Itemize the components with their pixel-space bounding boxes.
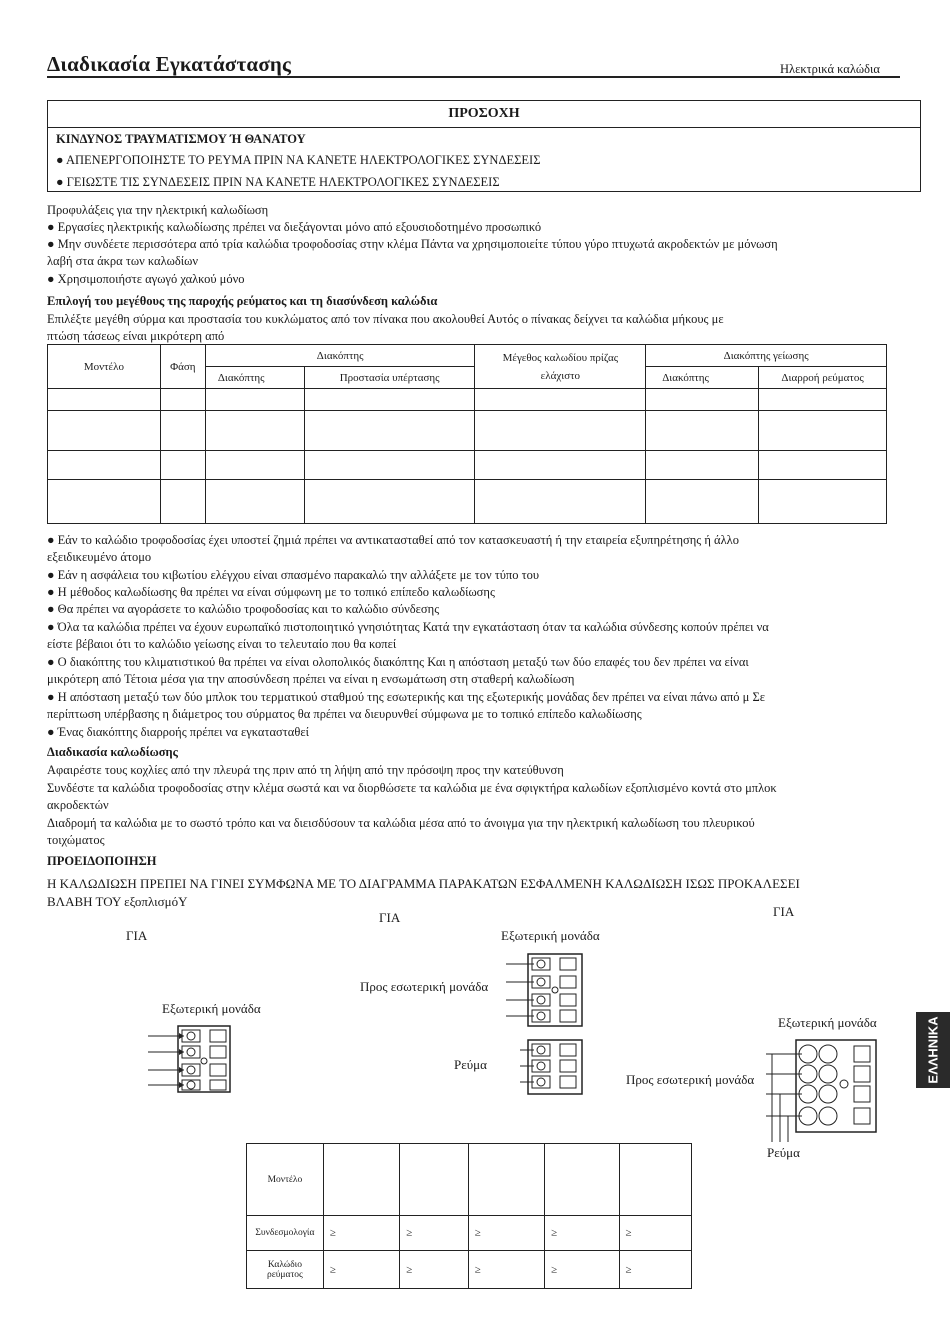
terminal-block-right (762, 1036, 882, 1146)
selection-title: Επιλογή του μεγέθους της παροχής ρεύματος και τη διασύνδεση καλώδια (47, 294, 438, 308)
col-overcurrent: Προστασία υπέρτασης (304, 367, 475, 389)
outdoor-label-left: Εξωτερική μονάδα (162, 1001, 261, 1016)
col-phase: Φάση (160, 345, 205, 389)
connection-cell: ≥ (545, 1216, 619, 1251)
spec-table (47, 344, 887, 524)
warning-box (47, 100, 921, 192)
outdoor-label-right: Εξωτερική μονάδα (778, 1015, 877, 1030)
selection-line: Επιλέξτε μεγέθη σύρμα και προστασία του κυκλώματος από τον πίνακα που ακολουθεί Αυτός ο πίνακας δείχνει τα καλώδια μήκους με (47, 312, 724, 326)
col-switch: Διακόπτης (205, 367, 304, 389)
language-tab-label: ΕΛΛΗΝΙΚΑ (925, 1016, 941, 1084)
col-earth-switch: Διακόπτης (646, 367, 759, 389)
procedure-step: Συνδέστε τα καλώδια τροφοδοσίας στην κλέμα σωστά και να διορθώσετε τα καλώδια με ένα σφιγκτήρα καλωδίων εξοπλισμένο κοντά στο μπλοκ (47, 781, 777, 795)
warning-subheading: ΚΙΝΔΥΝΟΣ ΤΡΑΥΜΑΤΙΣΜΟΥ Ή ΘΑΝΑΤΟΥ (56, 132, 306, 146)
outdoor-label-center: Εξωτερική μονάδα (501, 928, 600, 943)
section-label: Ηλεκτρικά καλώδια (780, 62, 880, 76)
wiring-model-header: Μοντέλο (247, 1144, 324, 1216)
precaution-item: ● Χρησιμοποιήστε αγωγό χαλκού μόνο (47, 272, 245, 286)
col-earth-group: Διακόπτης γείωσης (646, 345, 887, 367)
procedure-step: Διαδρομή τα καλώδια με το σωστό τρόπο και να διεισδύσουν τα καλώδια μέσα από το άνοιγμα για την ηλεκτρική καλωδίωση του πλευρικού (47, 816, 755, 830)
gia-label-right: ΓΙΑ (773, 904, 795, 919)
terminal-block-center-bottom (500, 1036, 590, 1096)
to-indoor-label-center: Προς εσωτερική μονάδα (360, 979, 489, 994)
header-rule (47, 76, 900, 78)
connection-cell: ≥ (468, 1216, 544, 1251)
table-row (48, 451, 887, 480)
note-item: ● Ένας διακόπτης διαρροής πρέπει να εγκατασταθεί (47, 725, 309, 739)
note-item: ● Ο διακόπτης του κλιματιστικού θα πρέπει να είναι ολοπολικός διακόπτης Και η απόσταση μεταξύ των δύο επαφές του δεν πρέπει να είναι (47, 655, 749, 669)
cable-size-label: Μέγεθος καλωδίου πρίζας (502, 351, 619, 364)
col-cable-size (475, 345, 646, 389)
note-item: ● Εάν η ασφάλεια του κιβωτίου ελέγχου είναι σπασμένο παρακαλώ την αλλάξετε με τον τύπο του (47, 568, 540, 582)
connection-cell: ≥ (323, 1216, 399, 1251)
power-label-center: Ρεύμα (454, 1057, 487, 1072)
terminal-block-center-top (500, 950, 590, 1030)
note-item: εξειδικευμένο άτομο (47, 550, 152, 564)
gia-label-left: ΓΙΑ (126, 928, 148, 943)
power-cable-line-1: Καλώδιο (267, 1259, 302, 1270)
terminal-block-left (140, 1018, 240, 1098)
power-label-right: Ρεύμα (767, 1145, 800, 1160)
caution-title: ΠΡΟΕΙΔΟΠΟΙΗΣΗ (47, 854, 157, 868)
note-item: είστε βέβαιοι ότι το καλώδιο γείωσης είναι το τελευταίο που θα κοπεί (47, 637, 397, 651)
precaution-item: λαβή στα άκρα των καλωδίων (47, 254, 199, 268)
procedure-step: ακροδεκτών (47, 798, 109, 812)
note-item: περίπτωση υπέρβασης η διάμετρος του σύρματος θα πρέπει να διευρυνθεί σύμφωνα με το τοπικό επίπεδο καλωδίωσης (47, 707, 642, 721)
selection-line: πτώση τάσεως είναι μικρότερη από (47, 329, 225, 343)
warning-line: ● ΑΠΕΝΕΡΓΟΠΟΙΗΣΤΕ ΤΟ ΡΕΥΜΑ ΠΡΙΝ ΝΑ ΚΑΝΕΤΕ ΗΛΕΚΤΡΟΛΟΓΙΚΕΣ ΣΥΝΔΕΣΕΙΣ (56, 153, 541, 167)
note-item: ● Η μέθοδος καλωδίωσης θα πρέπει να είναι σύμφωνη με το τοπικό επίπεδο καλωδίωσης (47, 585, 495, 599)
page-title: Διαδικασία Εγκατάστασης (47, 52, 292, 76)
precaution-item: ● Εργασίες ηλεκτρικής καλωδίωσης πρέπει να διεξάγονται μόνο από εξουσιοδοτημένο προσωπικό (47, 220, 542, 234)
wiring-power-header (247, 1251, 324, 1289)
caution-line: Η ΚΑΛΩΔΙΩΣΗ ΠΡΕΠΕΙ ΝΑ ΓΙΝΕΙ ΣΥΜΦΩΝΑ ΜΕ ΤΟ ΔΙΑΓΡΑΜΜΑ ΠΑΡΑΚΑΤΩΝ ΕΣΦΑΛΜΕΝΗ ΚΑΛΩΔΙΩΣΗ ΙΣΩΣ ΠΡΟΚΑΛΕΣΕΙ (47, 876, 800, 891)
power-cell: ≥ (619, 1251, 692, 1289)
to-indoor-label-right: Προς εσωτερική μονάδα (626, 1072, 755, 1087)
procedure-step: τοιχώματος (47, 833, 105, 847)
note-item: ● Όλα τα καλώδια πρέπει να έχουν ευρωπαϊκό πιστοποιητικό γνησιότητας Κατά την εγκατάσταση όταν τα καλώδια σύνδεσης κοπούν πρέπει να (47, 620, 769, 634)
connection-cell: ≥ (619, 1216, 692, 1251)
procedure-title: Διαδικασία καλωδίωσης (47, 745, 178, 759)
warning-heading: ΠΡΟΣΟΧΗ (48, 101, 920, 128)
wiring-table (246, 1143, 692, 1289)
table-row (48, 411, 887, 451)
col-switch-group: Διακόπτης (205, 345, 475, 367)
note-item: μικρότερη από Τέτοια μέσα για την αποσύνδεση πρέπει να είναι η ενσωμάτωση στη σταθερή καλωδίωση (47, 672, 575, 686)
power-cell: ≥ (545, 1251, 619, 1289)
power-cell: ≥ (323, 1251, 399, 1289)
power-cell: ≥ (400, 1251, 468, 1289)
table-row (48, 389, 887, 411)
note-item: ● Η απόσταση μεταξύ των δύο μπλοκ του τερματικού σταθμού της εσωτερικής και της εξωτερικής μονάδας δεν πρέπει να είναι πάνω από μ Σε (47, 690, 766, 704)
note-item: ● Εάν το καλώδιο τροφοδοσίας έχει υποστεί ζημιά πρέπει να αντικατασταθεί από τον κατασκευαστή ή την εταιρεία εξυπηρέτησης ή άλλο (47, 533, 739, 547)
gia-label-center: ΓΙΑ (379, 910, 401, 925)
connection-cell: ≥ (400, 1216, 468, 1251)
caution-line: ΒΛΑΒΗ ΤΟΥ εξοπλισμόΥ (47, 894, 188, 909)
procedure-step: Αφαιρέστε τους κοχλίες από την πλευρά της πριν από τη λήψη από την πρόσοψη προς την κατεύθυνση (47, 763, 564, 777)
language-tab (916, 1012, 950, 1088)
wiring-connection-header: Συνδεσμολογία (247, 1216, 324, 1251)
table-row (48, 480, 887, 524)
warning-line: ● ΓΕΙΩΣΤΕ ΤΙΣ ΣΥΝΔΕΣΕΙΣ ΠΡΙΝ ΝΑ ΚΑΝΕΤΕ ΗΛΕΚΤΡΟΛΟΓΙΚΕΣ ΣΥΝΔΕΣΕΙΣ (56, 175, 500, 189)
col-leakage: Διαρροή ρεύματος (759, 367, 887, 389)
precautions-title: Προφυλάξεις για την ηλεκτρική καλωδίωση (47, 203, 269, 217)
power-cable-line-2: ρεύματος (266, 1269, 303, 1280)
note-item: ● Θα πρέπει να αγοράσετε το καλώδιο τροφοδοσίας και το καλώδιο σύνδεσης (47, 602, 440, 616)
precaution-item: ● Μην συνδέετε περισσότερα από τρία καλώδια τροφοδοσίας στην κλέμα Πάντα να χρησιμοποιείτε τύπου γύρο πτυχωτά ακροδεκτών με μόνωση (47, 237, 778, 251)
col-model: Μοντέλο (48, 345, 161, 389)
power-cell: ≥ (468, 1251, 544, 1289)
cable-size-min: ελάχιστο (540, 369, 581, 382)
